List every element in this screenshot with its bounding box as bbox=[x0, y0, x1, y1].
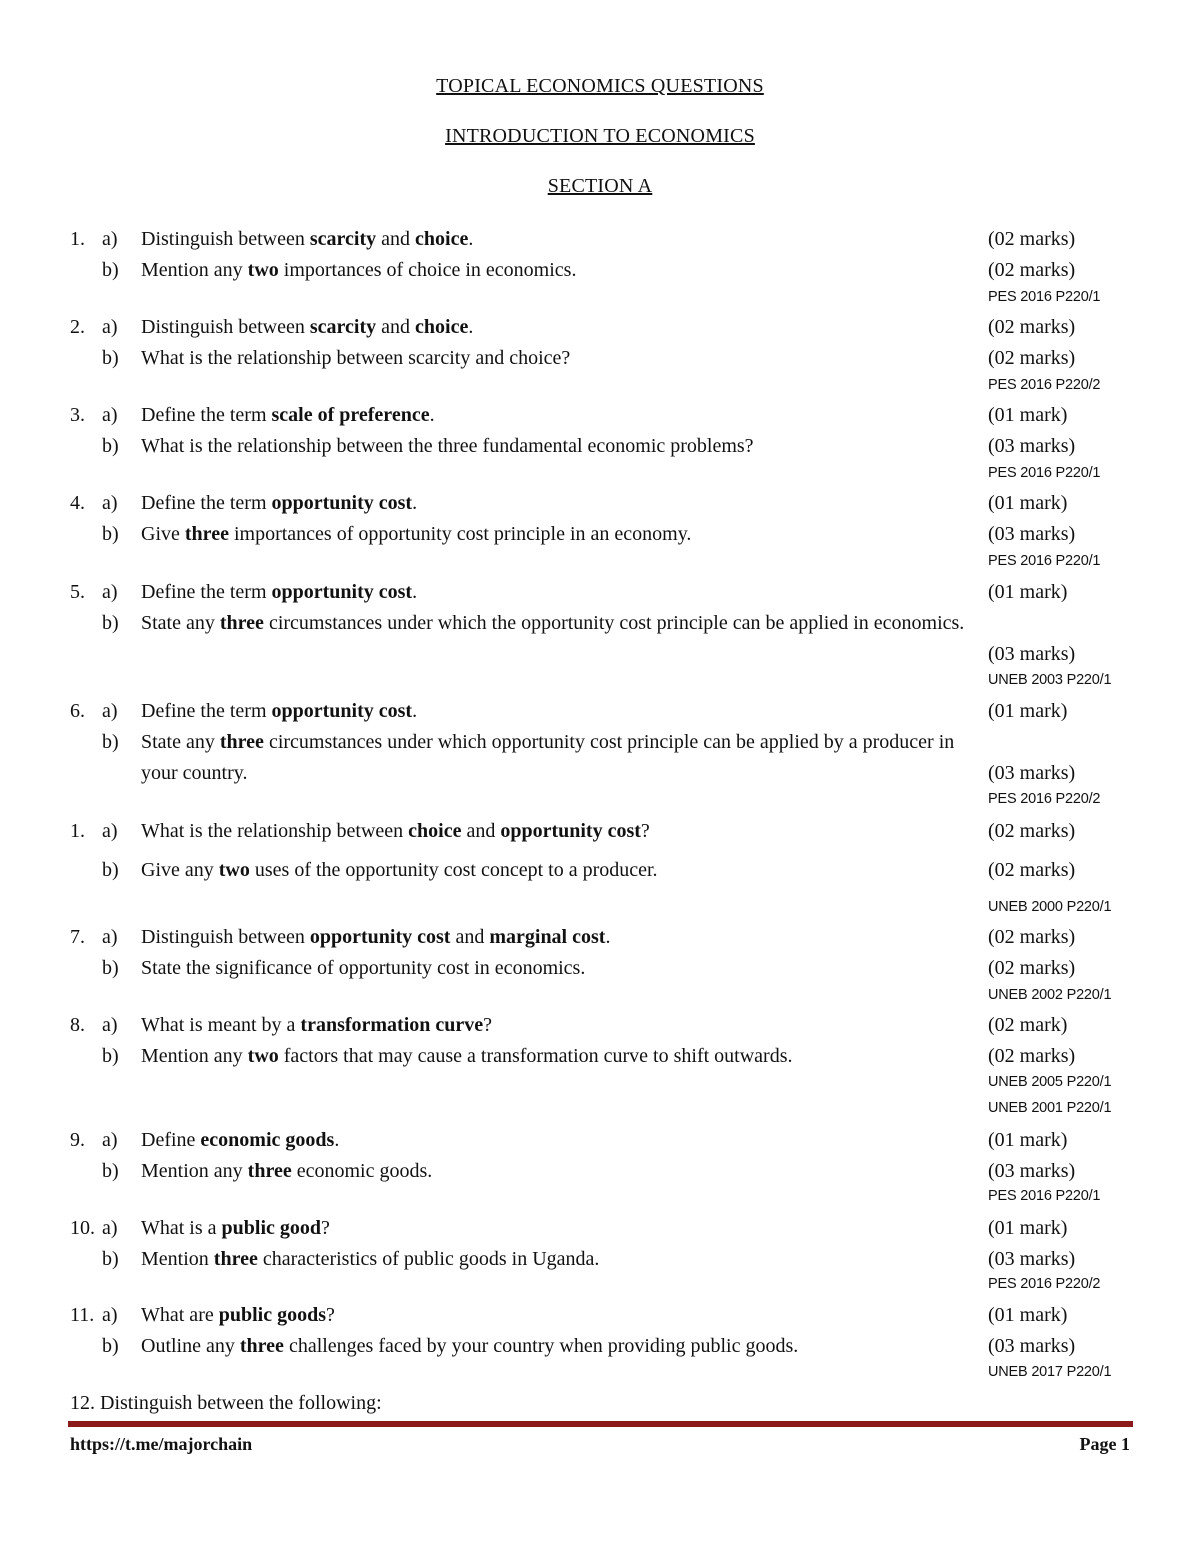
question-part bbox=[0, 344, 1200, 372]
part-letter: a) bbox=[102, 1217, 118, 1239]
question-part bbox=[0, 1301, 1200, 1329]
marks-allocation: (03 marks) bbox=[988, 762, 1076, 784]
question-text bbox=[141, 1214, 330, 1242]
exam-source: PES 2016 P220/2 bbox=[988, 791, 1101, 807]
question-part bbox=[0, 817, 1200, 845]
exam-source: PES 2016 P220/1 bbox=[988, 1188, 1101, 1204]
key-term: choice bbox=[408, 820, 462, 842]
text-segment: and bbox=[376, 228, 416, 250]
exam-source: PES 2016 P220/1 bbox=[988, 553, 1101, 569]
question-part bbox=[0, 313, 1200, 341]
question-part bbox=[0, 1126, 1200, 1154]
text-segment: . bbox=[468, 228, 474, 250]
text-segment: Mention any bbox=[141, 259, 248, 281]
key-term: three bbox=[239, 1335, 284, 1357]
text-segment: Distinguish between bbox=[141, 316, 310, 338]
part-letter: b) bbox=[102, 731, 119, 753]
text-segment: Distinguish between bbox=[141, 926, 310, 948]
key-term: economic goods bbox=[200, 1129, 335, 1151]
question-number: 2. bbox=[70, 316, 85, 338]
part-letter: b) bbox=[102, 1335, 119, 1357]
text-segment: State any bbox=[141, 731, 220, 753]
text-segment: Give any bbox=[141, 859, 219, 881]
question-number: 11. bbox=[70, 1304, 95, 1326]
question-number: 3. bbox=[70, 404, 85, 426]
marks-allocation: (02 marks) bbox=[988, 259, 1076, 281]
text-segment: circumstances under which opportunity cost principle can be applied by a producer in bbox=[263, 731, 955, 753]
part-letter: a) bbox=[102, 316, 118, 338]
marks-allocation: (03 marks) bbox=[988, 643, 1076, 665]
question-text bbox=[141, 1157, 432, 1185]
part-letter: b) bbox=[102, 259, 119, 281]
text-segment: What is the relationship between the three fundamental economic problems? bbox=[141, 435, 754, 457]
part-letter: a) bbox=[102, 228, 118, 250]
marks-allocation: (03 marks) bbox=[988, 435, 1076, 457]
marks-allocation: (03 marks) bbox=[988, 1335, 1076, 1357]
question-part bbox=[0, 1011, 1200, 1039]
text-segment: What is the relationship between scarcity and choice? bbox=[141, 347, 571, 369]
text-segment: your country. bbox=[141, 762, 248, 784]
text-segment: and bbox=[461, 820, 501, 842]
key-term: opportunity cost bbox=[271, 581, 413, 603]
question-part bbox=[0, 697, 1200, 725]
marks-allocation: (01 mark) bbox=[988, 492, 1068, 514]
marks-allocation: (02 marks) bbox=[988, 228, 1076, 250]
question-text bbox=[141, 697, 417, 725]
text-segment: . bbox=[412, 700, 418, 722]
marks-allocation: (02 marks) bbox=[988, 1045, 1076, 1067]
marks-allocation: (01 mark) bbox=[988, 1129, 1068, 1151]
question-part bbox=[0, 520, 1200, 548]
marks-allocation: (01 mark) bbox=[988, 700, 1068, 722]
question-part bbox=[0, 728, 1200, 756]
exam-source: UNEB 2002 P220/1 bbox=[988, 987, 1112, 1003]
part-letter: a) bbox=[102, 926, 118, 948]
text-segment: importances of opportunity cost principle in an economy. bbox=[228, 523, 692, 545]
part-letter: b) bbox=[102, 859, 119, 881]
exam-source: PES 2016 P220/1 bbox=[988, 289, 1101, 305]
part-letter: a) bbox=[102, 1129, 118, 1151]
text-segment: Define the term bbox=[141, 581, 272, 603]
key-term: opportunity cost bbox=[309, 926, 451, 948]
question-text bbox=[141, 432, 754, 460]
question-text bbox=[141, 1042, 793, 1070]
question-part bbox=[0, 759, 1200, 787]
question-text bbox=[141, 256, 576, 284]
question-text bbox=[141, 344, 570, 372]
section-heading: SECTION A bbox=[547, 175, 653, 197]
marks-allocation: (03 marks) bbox=[988, 523, 1076, 545]
key-term: three bbox=[247, 1160, 292, 1182]
question-text bbox=[141, 759, 247, 787]
part-letter: a) bbox=[102, 700, 118, 722]
question-text bbox=[141, 401, 435, 429]
question-text bbox=[141, 856, 658, 884]
key-term: scale of preference bbox=[271, 404, 430, 426]
key-term: two bbox=[247, 259, 279, 281]
key-term: opportunity cost bbox=[271, 700, 413, 722]
question-text bbox=[141, 520, 691, 548]
question-part bbox=[0, 1245, 1200, 1273]
exam-source: UNEB 2000 P220/1 bbox=[988, 899, 1112, 915]
text-segment: ? bbox=[326, 1304, 335, 1326]
question-number: 1. bbox=[70, 228, 85, 250]
key-term: three bbox=[219, 731, 264, 753]
marks-allocation: (02 marks) bbox=[988, 926, 1076, 948]
question-part bbox=[0, 578, 1200, 606]
question-number: 8. bbox=[70, 1014, 85, 1036]
key-term: transformation curve bbox=[300, 1014, 484, 1036]
part-letter: a) bbox=[102, 1014, 118, 1036]
question-part bbox=[0, 1157, 1200, 1185]
text-segment: . bbox=[468, 316, 474, 338]
part-letter: b) bbox=[102, 1045, 119, 1067]
question-text bbox=[141, 954, 585, 982]
marks-allocation: (01 mark) bbox=[988, 404, 1068, 426]
question-part bbox=[0, 856, 1200, 884]
footer-rule bbox=[68, 1421, 1133, 1427]
text-segment: . bbox=[412, 581, 418, 603]
text-segment: What are bbox=[141, 1304, 219, 1326]
marks-allocation: (03 marks) bbox=[988, 1248, 1076, 1270]
question-number: 9. bbox=[70, 1129, 85, 1151]
question-part bbox=[0, 256, 1200, 284]
question-number: 1. bbox=[70, 820, 85, 842]
text-segment: . bbox=[412, 492, 418, 514]
question-text bbox=[141, 578, 417, 606]
exam-source: UNEB 2017 P220/1 bbox=[988, 1364, 1112, 1380]
exam-source: PES 2016 P220/2 bbox=[988, 1276, 1101, 1292]
text-segment: What is meant by a bbox=[141, 1014, 301, 1036]
part-letter: a) bbox=[102, 492, 118, 514]
marks-allocation: (03 marks) bbox=[988, 1160, 1076, 1182]
page-number: Page 1 bbox=[1079, 1434, 1130, 1454]
text-segment: importances of choice in economics. bbox=[278, 259, 577, 281]
key-term: scarcity bbox=[309, 228, 377, 250]
exam-source: UNEB 2003 P220/1 bbox=[988, 672, 1112, 688]
question-number: 6. bbox=[70, 700, 85, 722]
text-segment: characteristics of public goods in Uganda. bbox=[257, 1248, 600, 1270]
question-text bbox=[141, 225, 473, 253]
exam-source: UNEB 2001 P220/1 bbox=[988, 1100, 1112, 1116]
last-question-line bbox=[0, 1389, 1200, 1417]
question-text bbox=[141, 923, 610, 951]
key-term: marginal cost bbox=[489, 926, 606, 948]
key-term: choice bbox=[415, 316, 469, 338]
question-part bbox=[0, 225, 1200, 253]
part-letter: b) bbox=[102, 435, 119, 457]
question-part bbox=[0, 954, 1200, 982]
part-letter: b) bbox=[102, 347, 119, 369]
text-segment: . bbox=[334, 1129, 340, 1151]
marks-allocation: (02 marks) bbox=[988, 316, 1076, 338]
text-segment: uses of the opportunity cost concept to a producer. bbox=[249, 859, 658, 881]
text-segment: circumstances under which the opportunity cost principle can be applied in economics. bbox=[263, 612, 965, 634]
key-term: two bbox=[247, 1045, 279, 1067]
question-part bbox=[0, 923, 1200, 951]
text-segment: ? bbox=[321, 1217, 330, 1239]
question-text bbox=[141, 728, 954, 756]
part-letter: b) bbox=[102, 523, 119, 545]
text-segment: Define the term bbox=[141, 404, 272, 426]
question-12-text: 12. Distinguish between the following: bbox=[70, 1392, 382, 1414]
text-segment: State any bbox=[141, 612, 220, 634]
question-part bbox=[0, 1214, 1200, 1242]
key-term: choice bbox=[415, 228, 469, 250]
marks-allocation: (02 marks) bbox=[988, 347, 1076, 369]
text-segment: . bbox=[429, 404, 435, 426]
key-term: public goods bbox=[218, 1304, 326, 1326]
question-text bbox=[141, 1301, 335, 1329]
text-segment: ? bbox=[640, 820, 650, 842]
part-letter: a) bbox=[102, 581, 118, 603]
question-text bbox=[141, 1011, 492, 1039]
exam-source: UNEB 2005 P220/1 bbox=[988, 1074, 1112, 1090]
question-text bbox=[141, 489, 417, 517]
marks-allocation: (02 mark) bbox=[988, 1014, 1068, 1036]
footer-link[interactable]: https://t.me/majorchain bbox=[70, 1434, 253, 1454]
text-segment: What is a bbox=[141, 1217, 222, 1239]
question-text bbox=[141, 817, 650, 845]
text-segment: Define bbox=[141, 1129, 201, 1151]
question-text bbox=[141, 1126, 339, 1154]
part-letter: b) bbox=[102, 1248, 119, 1270]
text-segment: State the significance of opportunity cost in economics. bbox=[141, 957, 586, 979]
part-letter: a) bbox=[102, 820, 118, 842]
part-letter: b) bbox=[102, 1160, 119, 1182]
question-number: 4. bbox=[70, 492, 85, 514]
text-segment: factors that may cause a transformation curve to shift outwards. bbox=[278, 1045, 793, 1067]
key-term: three bbox=[219, 612, 264, 634]
marks-allocation: (02 marks) bbox=[988, 957, 1076, 979]
text-segment: Distinguish between bbox=[141, 228, 310, 250]
text-segment: Define the term bbox=[141, 700, 272, 722]
question-text bbox=[141, 1332, 798, 1360]
text-segment: and bbox=[376, 316, 416, 338]
text-segment: Mention any bbox=[141, 1045, 248, 1067]
text-segment: . bbox=[605, 926, 611, 948]
exam-source: PES 2016 P220/1 bbox=[988, 465, 1101, 481]
text-segment: Give bbox=[141, 523, 185, 545]
question-number: 7. bbox=[70, 926, 85, 948]
marks-allocation: (02 marks) bbox=[988, 820, 1076, 842]
text-segment: challenges faced by your country when providing public goods. bbox=[283, 1335, 799, 1357]
marks-allocation: (01 mark) bbox=[988, 1304, 1068, 1326]
exam-source: PES 2016 P220/2 bbox=[988, 377, 1101, 393]
text-segment: What is the relationship between bbox=[141, 820, 409, 842]
marks-allocation: (02 marks) bbox=[988, 859, 1076, 881]
question-text bbox=[141, 1245, 599, 1273]
document-title: TOPICAL ECONOMICS QUESTIONS bbox=[436, 75, 764, 97]
question-part bbox=[0, 432, 1200, 460]
question-part bbox=[0, 1332, 1200, 1360]
part-letter: a) bbox=[102, 404, 118, 426]
question-part bbox=[0, 609, 1200, 637]
marks-allocation: (01 mark) bbox=[988, 581, 1068, 603]
marks-allocation: (01 mark) bbox=[988, 1217, 1068, 1239]
question-number: 10. bbox=[70, 1217, 95, 1239]
question-part bbox=[0, 1042, 1200, 1070]
question-part bbox=[0, 401, 1200, 429]
part-letter: b) bbox=[102, 612, 119, 634]
key-term: opportunity cost bbox=[271, 492, 413, 514]
text-segment: ? bbox=[483, 1014, 493, 1036]
key-term: opportunity cost bbox=[500, 820, 641, 842]
text-segment: Mention bbox=[141, 1248, 214, 1270]
question-part bbox=[0, 489, 1200, 517]
key-term: three bbox=[184, 523, 229, 545]
question-part bbox=[0, 640, 1200, 668]
text-segment: Outline any bbox=[141, 1335, 240, 1357]
key-term: three bbox=[213, 1248, 258, 1270]
question-text bbox=[141, 313, 473, 341]
key-term: scarcity bbox=[309, 316, 377, 338]
part-letter: b) bbox=[102, 957, 119, 979]
question-text bbox=[141, 609, 964, 637]
text-segment: Mention any bbox=[141, 1160, 248, 1182]
document-subtitle: INTRODUCTION TO ECONOMICS bbox=[445, 125, 755, 147]
key-term: public good bbox=[221, 1217, 322, 1239]
key-term: two bbox=[218, 859, 250, 881]
question-number: 5. bbox=[70, 581, 85, 603]
text-segment: and bbox=[450, 926, 490, 948]
part-letter: a) bbox=[102, 1304, 118, 1326]
text-segment: economic goods. bbox=[291, 1160, 433, 1182]
text-segment: Define the term bbox=[141, 492, 272, 514]
